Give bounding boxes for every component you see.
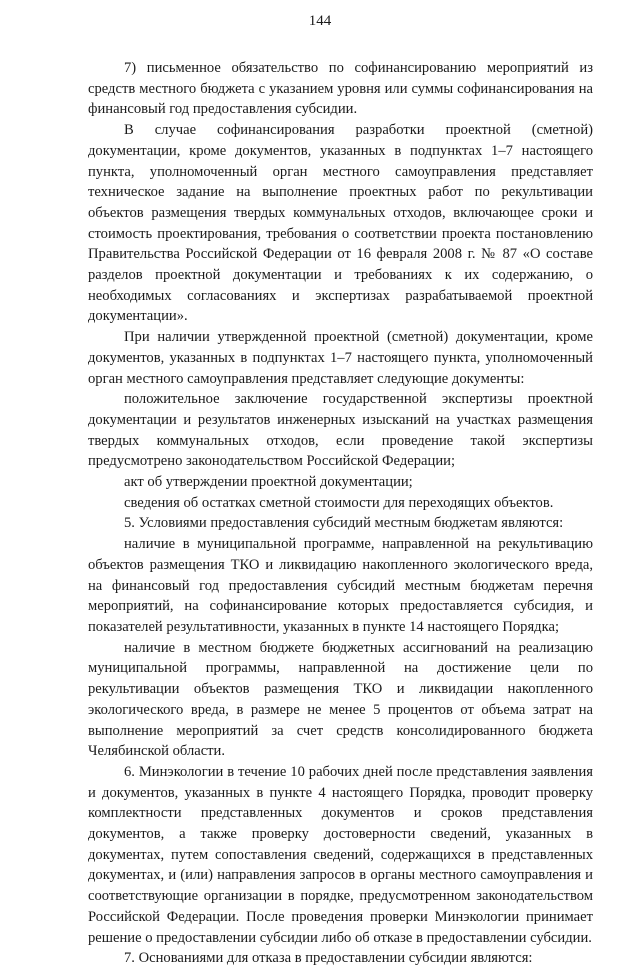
page-number: 144 [308,13,332,29]
paragraph: 5. Условиями предоставления субсидий местным бюджетам являются: [124,515,564,532]
paragraph: 7) письменное обязательство по софинансированию мероприятий из средств местного бюджета с указанием уровня или суммы софинансирования на финансовый год предоставления субсидии. [88,60,593,118]
document-body [88,58,593,969]
paragraph: наличие в муниципальной программе, направленной на рекультивацию объектов размещения ТКО и ликвидацию накопленного экологического вреда, на финансовый год предоставления субсидий местным бюджетам перечня мероприятий, на софинансирование которых предоставляется субсидия, и показателей результативности, указанных в пункте 14 настоящего Порядка; [88,536,593,635]
paragraph: 6. Минэкологии в течение 10 рабочих дней после представления заявления и документов, указанных в пункте 4 настоящего Порядка, проводит проверку комплектности представленных документов и сроков представления документов, а также проверку достоверности сведений, указанных в документах, путем сопоставления сведений, содержащихся в представленных документах, и (или) направления запросов в органы местного самоуправления и соответствующие организации в порядке, предусмотренном законодательством Российской Федерации. После проведения проверки Минэкологии принимает решение о предоставлении субсидии либо об отказе в предоставлении субсидии. [88,763,593,946]
paragraph: наличие в местном бюджете бюджетных ассигнований на реализацию муниципальной программы, направленной на достижение цели по рекультивации объектов размещения ТКО и ликвидации накопленного экологического вреда, в размере не менее 5 процентов от объема затрат на выполнение мероприятий за счет средств консолидированного бюджета Челябинской области. [88,639,593,760]
paragraph: положительное заключение государственной экспертизы проектной документации и результатов инженерных изысканий на участках размещения твердых коммунальных отходов, если проведение такой экспертизы предусмотрено законодательством Российской Федерации; [88,391,593,470]
paragraph: 7. Основаниями для отказа в предоставлении субсидии являются: [124,950,533,967]
paragraph: акт об утверждении проектной документации; [124,474,413,491]
paragraph: В случае софинансирования разработки проектной (сметной) документации, кроме документов, указанных в подпунктах 1–7 настоящего пункта, уполномоченный орган местного самоуправления представляет техническое задание на выполнение проектных работ по рекультивации объектов размещения твердых коммунальных отходов, включающее сроки и стоимость проектирования, требования о соответствии проекта постановлению Правительства Российской Федерации от 16 февраля 2008 г. № 87 «О составе разделов проектной документации и требованиях к их содержанию, о необходимых согласованиях и экспертизах разрабатываемой проектной документации». [88,122,593,325]
paragraph: сведения об остатках сметной стоимости для переходящих объектов. [124,494,554,511]
paragraph: При наличии утвержденной проектной (сметной) документации, кроме документов, указанных в подпунктах 1–7 настоящего пункта, уполномоченный орган местного самоуправления представляет следующие документы: [88,329,593,387]
